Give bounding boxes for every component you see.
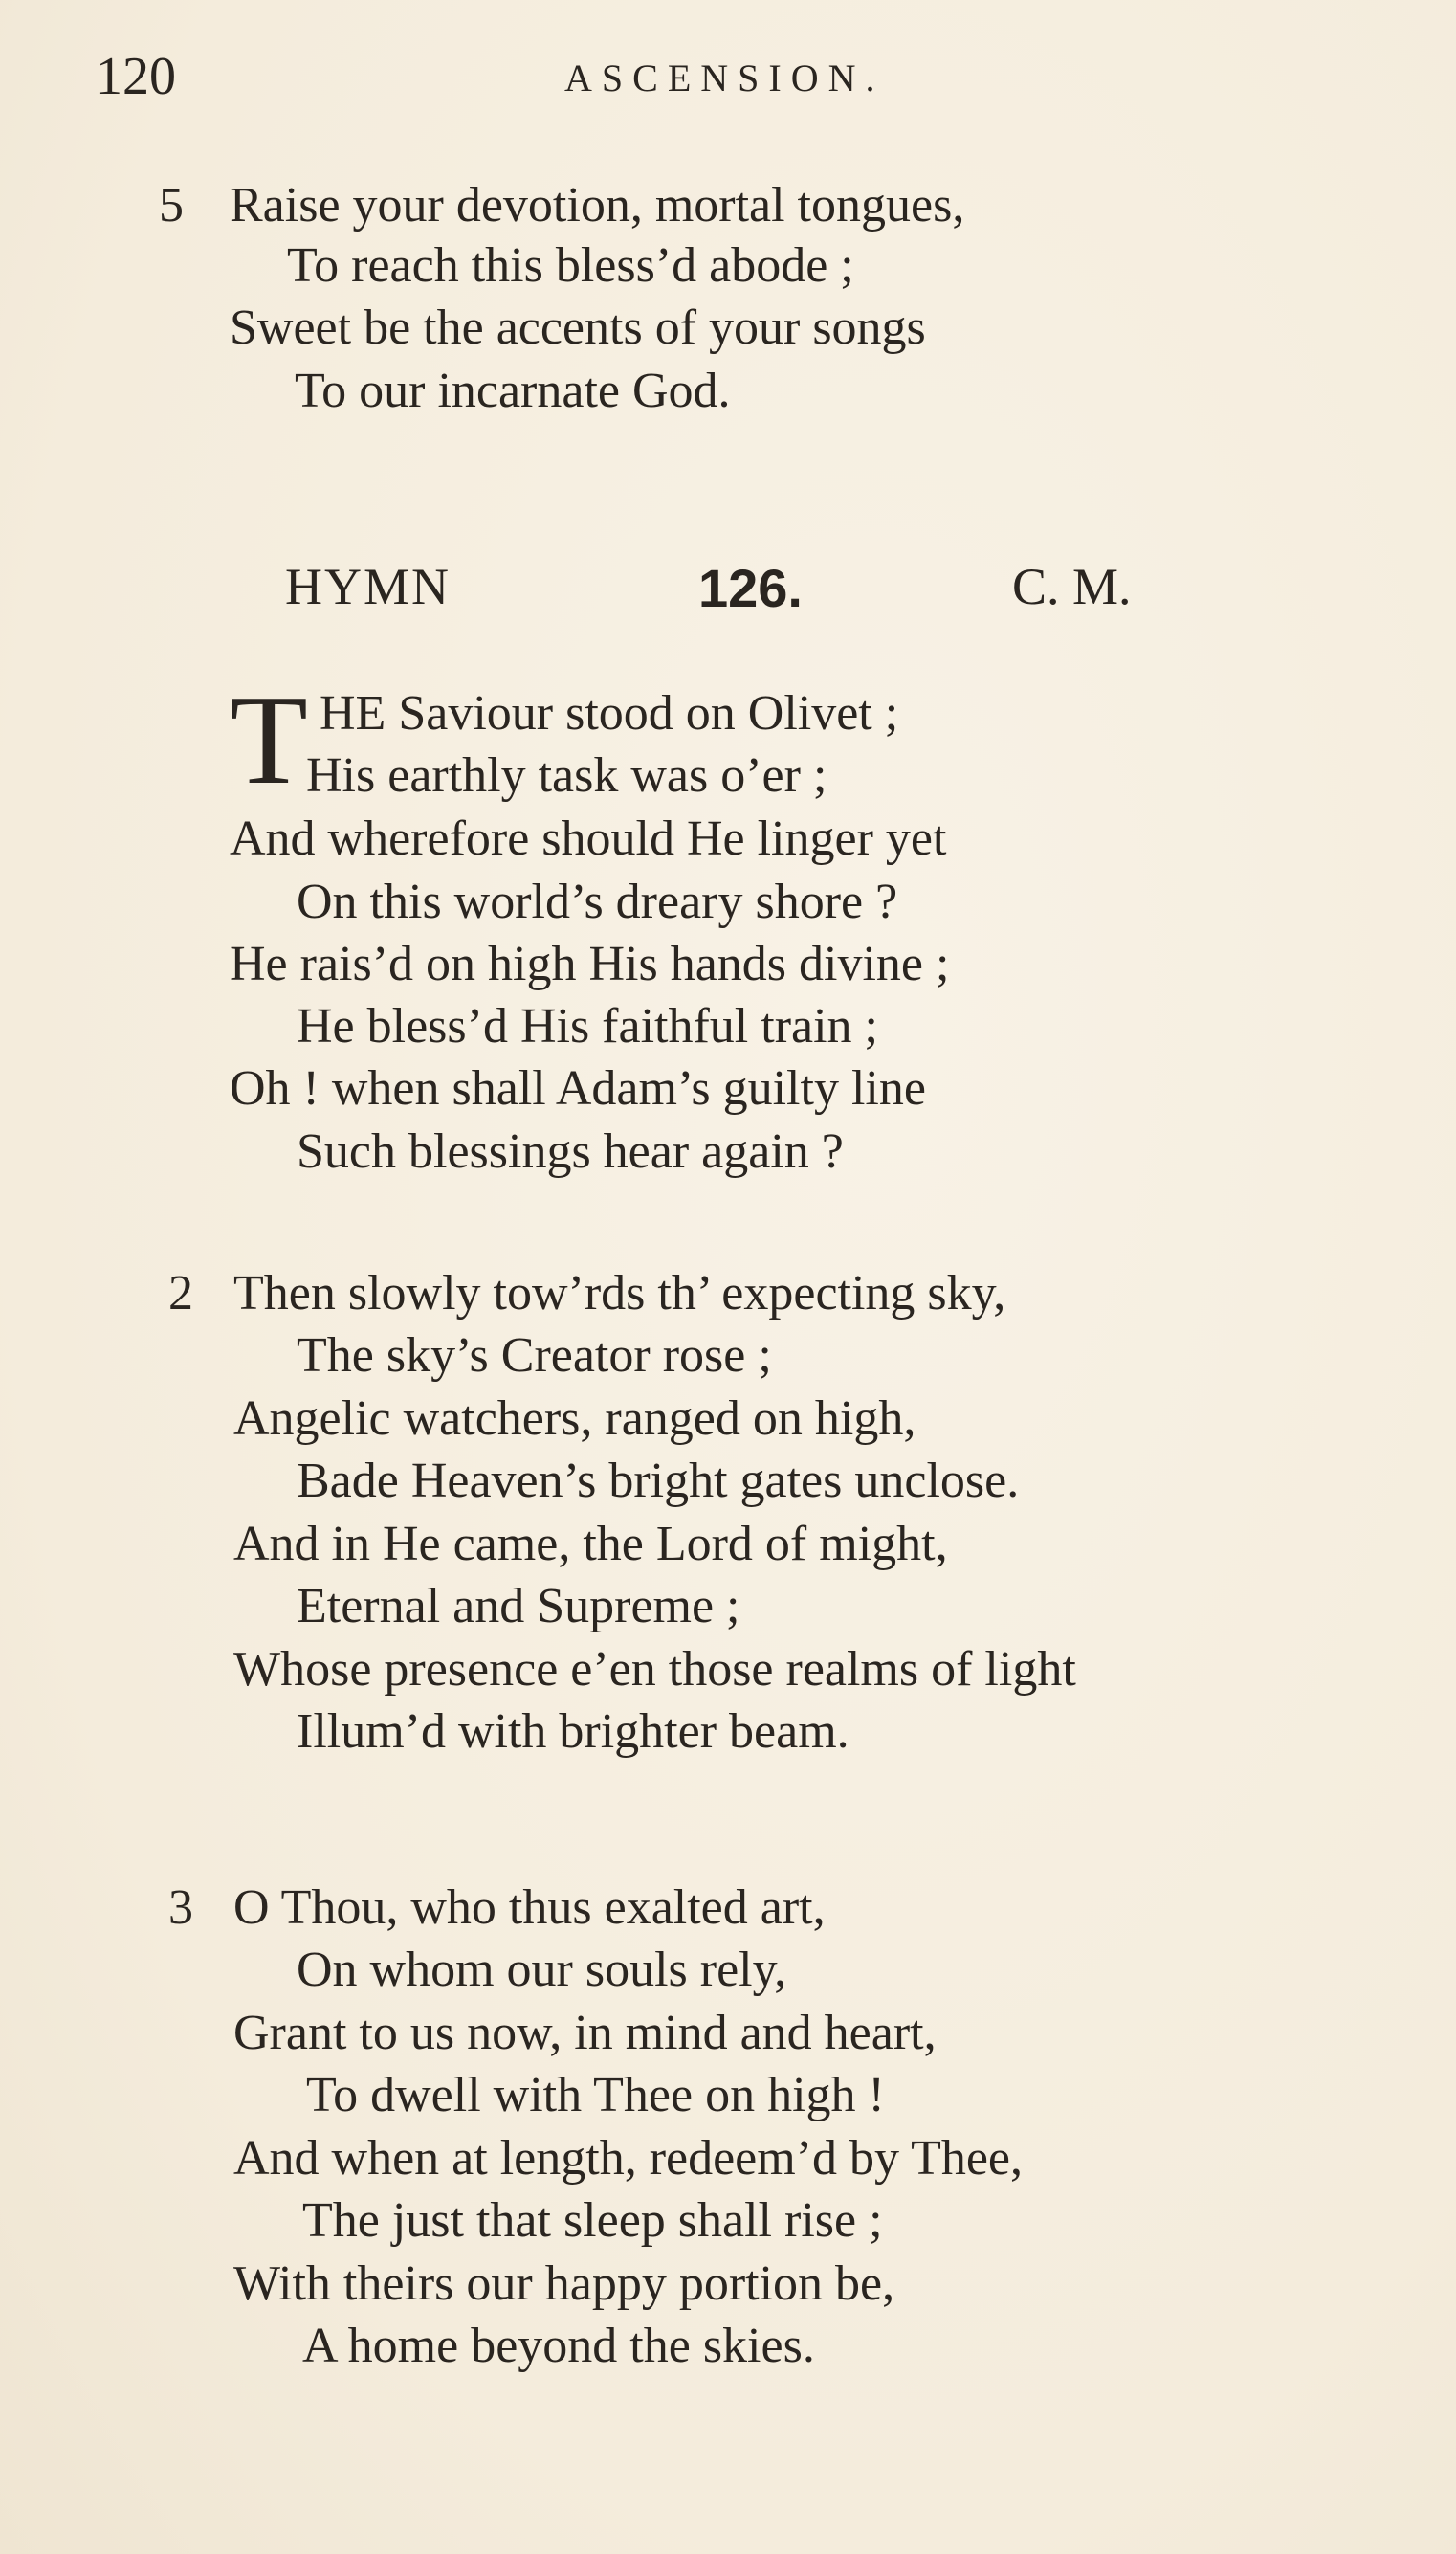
verse-line: Such blessings hear again ? bbox=[297, 1124, 844, 1179]
verse-line: And when at length, redeem’d by Thee, bbox=[233, 2131, 1023, 2186]
verse-line: To dwell with Thee on high ! bbox=[306, 2068, 885, 2122]
verse-line: He bless’d His faithful train ; bbox=[297, 999, 878, 1054]
hymn-label: HYMN bbox=[285, 558, 452, 615]
running-head: ASCENSION. bbox=[564, 56, 885, 100]
verse-line: Sweet be the accents of your songs bbox=[230, 300, 926, 355]
drop-cap: T bbox=[230, 669, 308, 811]
verse-line: Grant to us now, in mind and heart, bbox=[233, 2006, 937, 2060]
verse-line: Whose presence e’en those realms of light bbox=[233, 1642, 1076, 1697]
verse-line: Illum’d with brighter beam. bbox=[297, 1704, 849, 1759]
verse-line: And in He came, the Lord of might, bbox=[233, 1517, 948, 1571]
verse-line: Then slowly tow’rds th’ expecting sky, bbox=[233, 1266, 1006, 1321]
stanza-number: 3 bbox=[168, 1880, 193, 1935]
verse-line: A home beyond the skies. bbox=[302, 2319, 815, 2373]
verse-line: To our incarnate God. bbox=[295, 364, 731, 418]
verse-line: With theirs our happy portion be, bbox=[233, 2256, 895, 2311]
hymn-number: 126. bbox=[698, 558, 803, 618]
verse-line: HE Saviour stood on Olivet ; bbox=[320, 686, 899, 741]
hymn-heading bbox=[285, 557, 1261, 624]
verse-line: Eternal and Supreme ; bbox=[297, 1579, 740, 1633]
verse-line: And wherefore should He linger yet bbox=[230, 811, 947, 866]
verse-line: Angelic watchers, ranged on high, bbox=[233, 1391, 916, 1446]
verse-line: The just that sleep shall rise ; bbox=[302, 2193, 883, 2248]
verse-line: He rais’d on high His hands divine ; bbox=[230, 937, 950, 991]
verse-line: Raise your devotion, mortal tongues, bbox=[230, 178, 965, 233]
verse-line: The sky’s Creator rose ; bbox=[297, 1328, 772, 1383]
page-number: 120 bbox=[96, 47, 176, 106]
stanza-number: 2 bbox=[168, 1266, 193, 1321]
verse-line: Oh ! when shall Adam’s guilty line bbox=[230, 1061, 926, 1116]
verse-line: On whom our souls rely, bbox=[297, 1943, 787, 1997]
verse-line: His earthly task was o’er ; bbox=[306, 748, 827, 803]
page-header bbox=[96, 46, 1358, 113]
verse-line: O Thou, who thus exalted art, bbox=[233, 1880, 826, 1935]
verse-line: Bade Heaven’s bright gates unclose. bbox=[297, 1454, 1020, 1508]
hymn-meter: C. M. bbox=[1012, 558, 1132, 615]
verse-line: On this world’s dreary shore ? bbox=[297, 875, 898, 929]
verse-line: To reach this bless’d abode ; bbox=[287, 238, 854, 293]
stanza-number: 5 bbox=[159, 178, 184, 233]
